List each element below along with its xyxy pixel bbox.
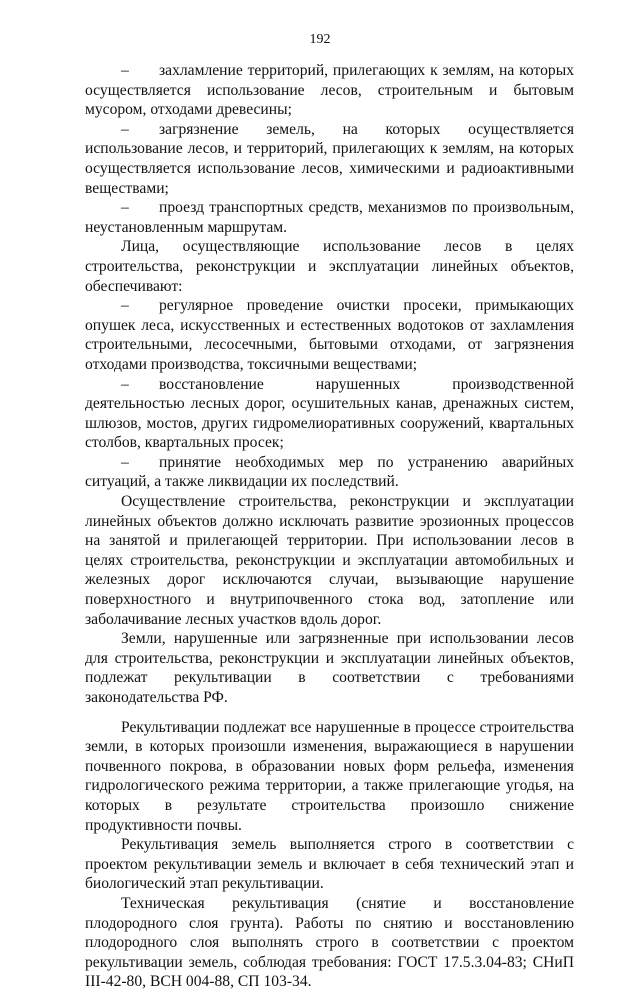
body-paragraph: Рекультивации подлежат все нарушенные в процессе строительства земли, в которых произошли изменения, выражающиеся в нарушении почвенного покрова, в образовании новых форм рельефа, изменения гидрологического режима территории, а также прилегающие угодья, на которых в результате строительства произошло снижение продуктивности почвы. (85, 718, 574, 834)
body-paragraph: Осуществление строительства, реконструкции и эксплуатации линейных объектов должно исключать развитие эрозионных процессов на занятой и прилегающей территории. При использовании лесов в целях строительства, реконструкции и эксплуатации автомобильных и железных дорог исключаются случаи, вызывающие нарушение поверхностного и внутрипочвенного стока вод, затопление или заболачивание лесных участков вдоль дорог. (85, 493, 574, 628)
bullet-paragraph (85, 375, 574, 453)
bullet-paragraph (85, 453, 574, 492)
body-paragraph: Лица, осуществляющие использование лесов в целях строительства, реконструкции и эксплуатации линейных объектов, обеспечивают: (85, 238, 574, 295)
body-paragraph: Рекультивация земель выполняется строго в соответствии с проектом рекультивации земель и включает в себя технический этап и биологический этап рекультивации. (85, 836, 574, 893)
paragraph-text: загрязнение земель, на которых осуществляется использование лесов, и территорий, прилегающих к землям, на которых осуществляется использование лесов, химическими и радиоактивными веществами; (85, 120, 574, 197)
dash-marker: – (121, 62, 129, 79)
dash-marker: – (121, 453, 129, 471)
bullet-paragraph (85, 296, 574, 374)
paragraph-text: регулярное проведение очистки просеки, примыкающих опушек леса, искусственных и естественных водотоков от захламления строительными, лесосечными, бытовыми отходами, от загрязнения отходами производства, токсичными веществами; (85, 297, 574, 373)
paragraph-text: захламление территорий, прилегающих к землям, на которых осуществляется использование лесов, строительным и бытовым мусором, отходами древесины; (85, 62, 574, 119)
body-paragraph: Земли, нарушенные или загрязненные при использовании лесов для строительства, реконструкции и эксплуатации линейных объектов, подлежат рекультивации в соответствии с требованиями законодательства РФ. (85, 630, 574, 706)
document-body (85, 61, 574, 992)
page-number: 192 (309, 32, 331, 47)
paragraph-text: восстановление нарушенных производственной деятельностью лесных дорог, осушительных канав, дренажных систем, шлюзов, мостов, других гидромелиоративных сооружений, квартальных столбов, квартальных просек; (85, 375, 574, 452)
paragraph-text: проезд транспортных средств, механизмов по произвольным, неустановленным маршрутам. (85, 199, 574, 236)
paragraph-text: принятие необходимых мер по устранению аварийных ситуаций, а также ликвидации их последствий. (85, 453, 574, 491)
dash-marker: – (121, 199, 129, 217)
dash-marker: – (121, 120, 129, 138)
body-paragraph: Техническая рекультивация (снятие и восстановление плодородного слоя грунта). Работы по снятию и восстановлению плодородного слоя выполнять строго в соответствии с проектом рекультивации земель, соблюдая требования: ГОСТ 17.5.3.04-83; СНиП III-42-80, ВСН 004-88, СП 103-34. (85, 894, 574, 991)
dash-marker: – (121, 375, 129, 393)
bullet-paragraph (85, 61, 574, 120)
dash-marker: – (121, 297, 129, 315)
bullet-paragraph (85, 120, 574, 198)
bullet-paragraph (85, 198, 574, 237)
